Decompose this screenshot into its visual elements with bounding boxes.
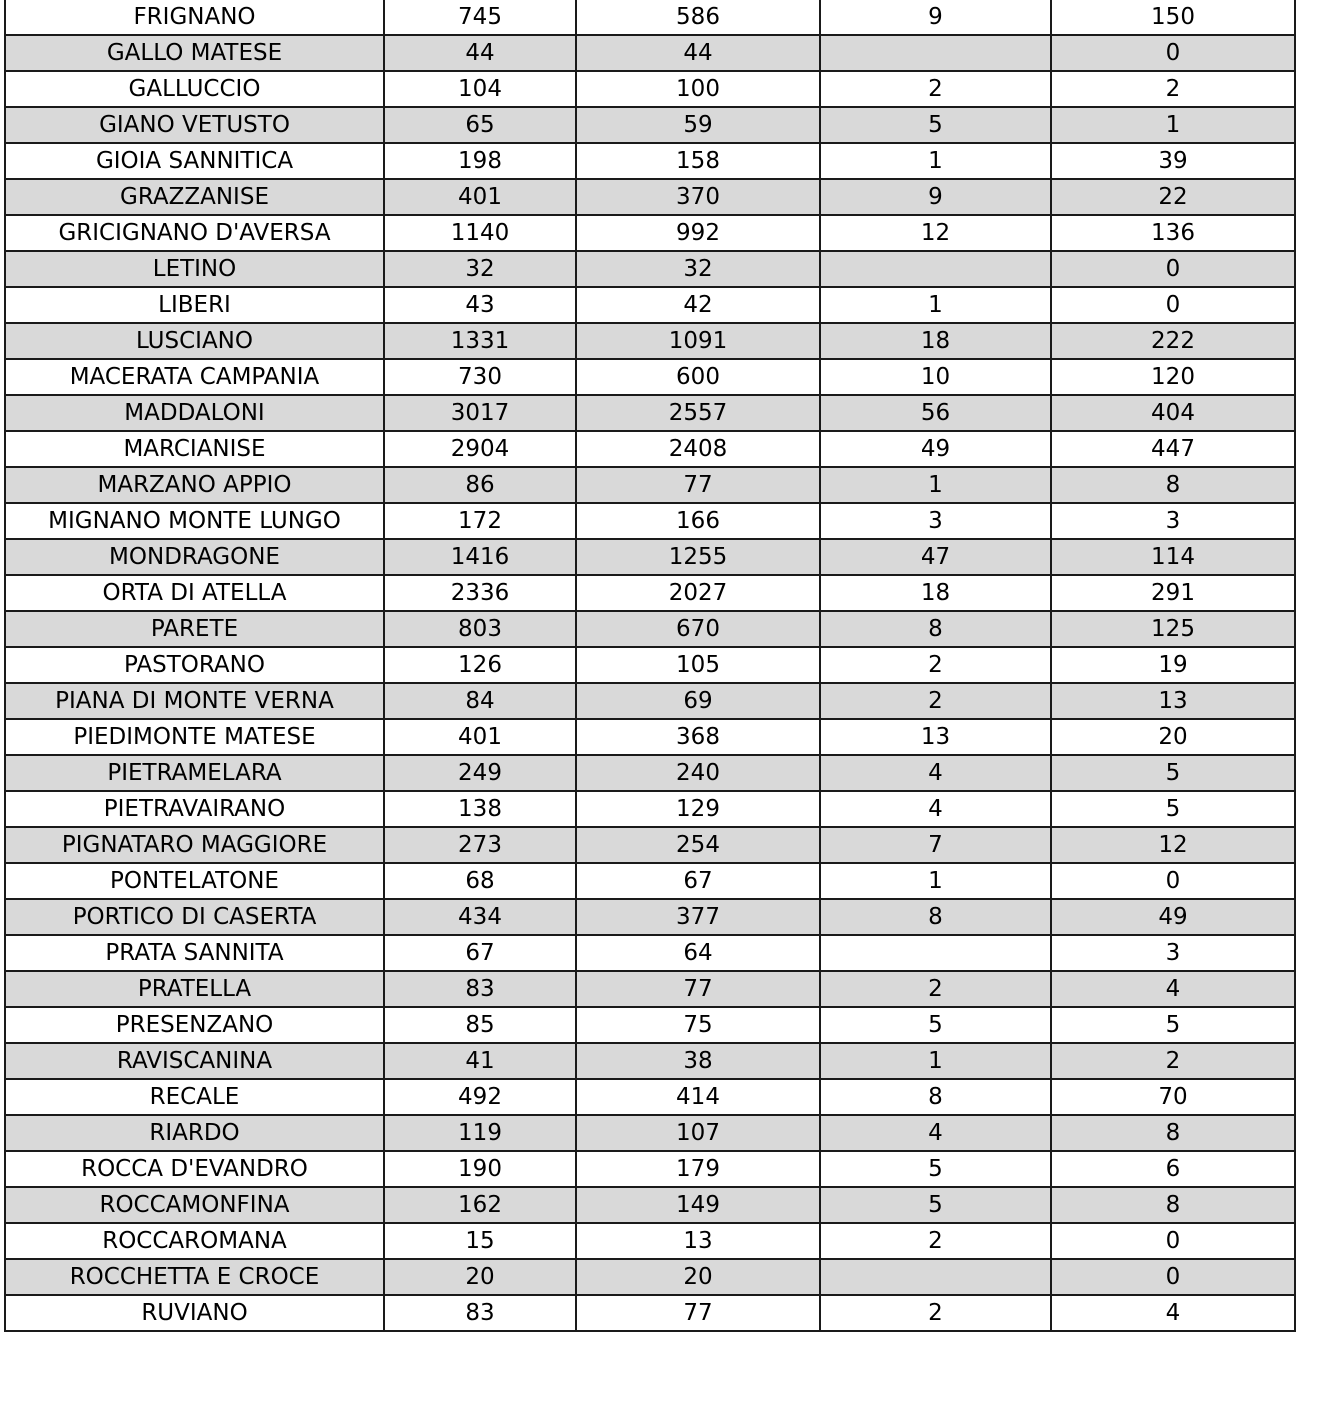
value-cell-3: 1 xyxy=(820,863,1051,899)
value-cell-2: 77 xyxy=(576,467,820,503)
value-cell-2: 179 xyxy=(576,1151,820,1187)
value-cell-3: 2 xyxy=(820,71,1051,107)
table-row xyxy=(5,215,1295,251)
value-cell-3 xyxy=(820,251,1051,287)
municipality-cell: LETINO xyxy=(5,251,384,287)
value-cell-4: 291 xyxy=(1051,575,1295,611)
value-cell-2: 414 xyxy=(576,1079,820,1115)
table-row xyxy=(5,1151,1295,1187)
value-cell-4: 4 xyxy=(1051,971,1295,1007)
value-cell-1: 3017 xyxy=(384,395,576,431)
value-cell-1: 126 xyxy=(384,647,576,683)
municipality-cell: PIEDIMONTE MATESE xyxy=(5,719,384,755)
value-cell-2: 75 xyxy=(576,1007,820,1043)
value-cell-1: 41 xyxy=(384,1043,576,1079)
value-cell-2: 77 xyxy=(576,1295,820,1331)
municipality-cell: GALLUCCIO xyxy=(5,71,384,107)
municipality-cell: PRESENZANO xyxy=(5,1007,384,1043)
value-cell-2: 2557 xyxy=(576,395,820,431)
table-row xyxy=(5,359,1295,395)
value-cell-1: 138 xyxy=(384,791,576,827)
table-row xyxy=(5,467,1295,503)
municipality-cell: GIANO VETUSTO xyxy=(5,107,384,143)
value-cell-2: 38 xyxy=(576,1043,820,1079)
value-cell-3: 47 xyxy=(820,539,1051,575)
value-cell-2: 2027 xyxy=(576,575,820,611)
value-cell-4: 0 xyxy=(1051,251,1295,287)
value-cell-2: 149 xyxy=(576,1187,820,1223)
municipality-cell: ROCCHETTA E CROCE xyxy=(5,1259,384,1295)
value-cell-4: 49 xyxy=(1051,899,1295,935)
municipality-cell: RECALE xyxy=(5,1079,384,1115)
value-cell-3: 9 xyxy=(820,179,1051,215)
municipality-cell: MIGNANO MONTE LUNGO xyxy=(5,503,384,539)
municipality-cell: LIBERI xyxy=(5,287,384,323)
value-cell-1: 273 xyxy=(384,827,576,863)
value-cell-1: 401 xyxy=(384,719,576,755)
municipality-cell: GRAZZANISE xyxy=(5,179,384,215)
value-cell-1: 83 xyxy=(384,1295,576,1331)
value-cell-2: 69 xyxy=(576,683,820,719)
value-cell-3: 18 xyxy=(820,575,1051,611)
municipality-cell: PASTORANO xyxy=(5,647,384,683)
value-cell-2: 107 xyxy=(576,1115,820,1151)
value-cell-1: 492 xyxy=(384,1079,576,1115)
value-cell-2: 100 xyxy=(576,71,820,107)
value-cell-4: 13 xyxy=(1051,683,1295,719)
value-cell-1: 190 xyxy=(384,1151,576,1187)
municipality-cell: RUVIANO xyxy=(5,1295,384,1331)
municipality-cell: LUSCIANO xyxy=(5,323,384,359)
value-cell-2: 59 xyxy=(576,107,820,143)
table-row xyxy=(5,719,1295,755)
value-cell-1: 44 xyxy=(384,35,576,71)
value-cell-4: 8 xyxy=(1051,1187,1295,1223)
value-cell-3: 4 xyxy=(820,1115,1051,1151)
table-row xyxy=(5,395,1295,431)
value-cell-3: 2 xyxy=(820,647,1051,683)
value-cell-2: 1091 xyxy=(576,323,820,359)
municipality-cell: PRATA SANNITA xyxy=(5,935,384,971)
value-cell-3: 8 xyxy=(820,1079,1051,1115)
table-row xyxy=(5,0,1295,35)
table-row xyxy=(5,287,1295,323)
value-cell-1: 803 xyxy=(384,611,576,647)
value-cell-4: 136 xyxy=(1051,215,1295,251)
municipality-cell: RAVISCANINA xyxy=(5,1043,384,1079)
value-cell-3: 5 xyxy=(820,1151,1051,1187)
value-cell-4: 70 xyxy=(1051,1079,1295,1115)
municipality-cell: FRIGNANO xyxy=(5,0,384,35)
municipality-cell: ORTA DI ATELLA xyxy=(5,575,384,611)
municipality-cell: PARETE xyxy=(5,611,384,647)
municipality-cell: MONDRAGONE xyxy=(5,539,384,575)
value-cell-4: 3 xyxy=(1051,935,1295,971)
municipality-cell: PIGNATARO MAGGIORE xyxy=(5,827,384,863)
value-cell-4: 1 xyxy=(1051,107,1295,143)
municipality-cell: PONTELATONE xyxy=(5,863,384,899)
value-cell-1: 198 xyxy=(384,143,576,179)
value-cell-4: 2 xyxy=(1051,1043,1295,1079)
table-row xyxy=(5,863,1295,899)
value-cell-2: 77 xyxy=(576,971,820,1007)
value-cell-1: 32 xyxy=(384,251,576,287)
value-cell-4: 0 xyxy=(1051,35,1295,71)
value-cell-1: 401 xyxy=(384,179,576,215)
table-row xyxy=(5,179,1295,215)
value-cell-4: 5 xyxy=(1051,755,1295,791)
municipality-cell: RIARDO xyxy=(5,1115,384,1151)
value-cell-2: 105 xyxy=(576,647,820,683)
table-row xyxy=(5,647,1295,683)
value-cell-4: 447 xyxy=(1051,431,1295,467)
value-cell-4: 2 xyxy=(1051,71,1295,107)
table-row xyxy=(5,1115,1295,1151)
municipality-cell: ROCCAROMANA xyxy=(5,1223,384,1259)
municipality-cell: ROCCA D'EVANDRO xyxy=(5,1151,384,1187)
value-cell-4: 150 xyxy=(1051,0,1295,35)
value-cell-4: 8 xyxy=(1051,467,1295,503)
municipality-cell: ROCCAMONFINA xyxy=(5,1187,384,1223)
value-cell-3: 13 xyxy=(820,719,1051,755)
value-cell-3: 7 xyxy=(820,827,1051,863)
value-cell-1: 15 xyxy=(384,1223,576,1259)
value-cell-2: 586 xyxy=(576,0,820,35)
data-table xyxy=(4,0,1296,1332)
table-row xyxy=(5,431,1295,467)
value-cell-4: 0 xyxy=(1051,287,1295,323)
value-cell-1: 68 xyxy=(384,863,576,899)
table-row xyxy=(5,827,1295,863)
value-cell-4: 8 xyxy=(1051,1115,1295,1151)
value-cell-3: 2 xyxy=(820,1223,1051,1259)
table-row xyxy=(5,35,1295,71)
value-cell-1: 162 xyxy=(384,1187,576,1223)
value-cell-1: 434 xyxy=(384,899,576,935)
value-cell-2: 20 xyxy=(576,1259,820,1295)
table-row xyxy=(5,323,1295,359)
value-cell-3: 10 xyxy=(820,359,1051,395)
municipality-cell: MARZANO APPIO xyxy=(5,467,384,503)
value-cell-1: 67 xyxy=(384,935,576,971)
value-cell-2: 368 xyxy=(576,719,820,755)
table-row xyxy=(5,1043,1295,1079)
municipality-cell: PIETRAVAIRANO xyxy=(5,791,384,827)
value-cell-3: 49 xyxy=(820,431,1051,467)
table-row xyxy=(5,107,1295,143)
value-cell-4: 0 xyxy=(1051,1259,1295,1295)
value-cell-4: 404 xyxy=(1051,395,1295,431)
value-cell-3 xyxy=(820,35,1051,71)
value-cell-3: 9 xyxy=(820,0,1051,35)
value-cell-4: 125 xyxy=(1051,611,1295,647)
value-cell-1: 84 xyxy=(384,683,576,719)
value-cell-2: 158 xyxy=(576,143,820,179)
table-row xyxy=(5,1187,1295,1223)
value-cell-3: 3 xyxy=(820,503,1051,539)
table-row xyxy=(5,611,1295,647)
table-row xyxy=(5,575,1295,611)
value-cell-2: 2408 xyxy=(576,431,820,467)
table-row xyxy=(5,251,1295,287)
table-row xyxy=(5,935,1295,971)
value-cell-2: 377 xyxy=(576,899,820,935)
table-row xyxy=(5,971,1295,1007)
value-cell-2: 670 xyxy=(576,611,820,647)
municipality-cell: PORTICO DI CASERTA xyxy=(5,899,384,935)
value-cell-2: 64 xyxy=(576,935,820,971)
table-row xyxy=(5,1079,1295,1115)
value-cell-2: 32 xyxy=(576,251,820,287)
value-cell-2: 42 xyxy=(576,287,820,323)
value-cell-1: 119 xyxy=(384,1115,576,1151)
value-cell-3: 8 xyxy=(820,611,1051,647)
value-cell-1: 1331 xyxy=(384,323,576,359)
municipality-cell: MACERATA CAMPANIA xyxy=(5,359,384,395)
value-cell-1: 20 xyxy=(384,1259,576,1295)
table-row xyxy=(5,1223,1295,1259)
value-cell-3: 5 xyxy=(820,1187,1051,1223)
table-row xyxy=(5,683,1295,719)
value-cell-2: 129 xyxy=(576,791,820,827)
value-cell-1: 745 xyxy=(384,0,576,35)
value-cell-3: 1 xyxy=(820,467,1051,503)
table-row xyxy=(5,539,1295,575)
value-cell-2: 992 xyxy=(576,215,820,251)
table-row xyxy=(5,71,1295,107)
table-row xyxy=(5,503,1295,539)
municipality-cell: PRATELLA xyxy=(5,971,384,1007)
value-cell-2: 166 xyxy=(576,503,820,539)
value-cell-1: 83 xyxy=(384,971,576,1007)
value-cell-2: 240 xyxy=(576,755,820,791)
value-cell-4: 0 xyxy=(1051,863,1295,899)
value-cell-4: 12 xyxy=(1051,827,1295,863)
value-cell-3: 8 xyxy=(820,899,1051,935)
table-row xyxy=(5,791,1295,827)
table-row xyxy=(5,1295,1295,1331)
value-cell-4: 22 xyxy=(1051,179,1295,215)
value-cell-3: 18 xyxy=(820,323,1051,359)
value-cell-3: 1 xyxy=(820,143,1051,179)
value-cell-1: 43 xyxy=(384,287,576,323)
value-cell-1: 730 xyxy=(384,359,576,395)
value-cell-1: 2336 xyxy=(384,575,576,611)
table-row xyxy=(5,899,1295,935)
value-cell-4: 5 xyxy=(1051,1007,1295,1043)
value-cell-4: 120 xyxy=(1051,359,1295,395)
value-cell-3: 5 xyxy=(820,1007,1051,1043)
value-cell-3: 2 xyxy=(820,971,1051,1007)
value-cell-2: 13 xyxy=(576,1223,820,1259)
value-cell-4: 6 xyxy=(1051,1151,1295,1187)
value-cell-3 xyxy=(820,935,1051,971)
value-cell-2: 1255 xyxy=(576,539,820,575)
table-row xyxy=(5,1007,1295,1043)
value-cell-1: 2904 xyxy=(384,431,576,467)
value-cell-1: 1416 xyxy=(384,539,576,575)
municipality-cell: MADDALONI xyxy=(5,395,384,431)
value-cell-1: 249 xyxy=(384,755,576,791)
value-cell-3: 1 xyxy=(820,287,1051,323)
table-body xyxy=(5,0,1295,1331)
value-cell-3: 2 xyxy=(820,1295,1051,1331)
value-cell-3: 12 xyxy=(820,215,1051,251)
municipality-cell: GALLO MATESE xyxy=(5,35,384,71)
value-cell-4: 4 xyxy=(1051,1295,1295,1331)
municipality-cell: PIETRAMELARA xyxy=(5,755,384,791)
table-row xyxy=(5,1259,1295,1295)
value-cell-3 xyxy=(820,1259,1051,1295)
value-cell-1: 86 xyxy=(384,467,576,503)
value-cell-3: 1 xyxy=(820,1043,1051,1079)
value-cell-1: 85 xyxy=(384,1007,576,1043)
value-cell-4: 20 xyxy=(1051,719,1295,755)
value-cell-1: 104 xyxy=(384,71,576,107)
value-cell-3: 5 xyxy=(820,107,1051,143)
table-row xyxy=(5,143,1295,179)
value-cell-3: 56 xyxy=(820,395,1051,431)
municipality-cell: GRICIGNANO D'AVERSA xyxy=(5,215,384,251)
value-cell-4: 19 xyxy=(1051,647,1295,683)
value-cell-4: 3 xyxy=(1051,503,1295,539)
value-cell-4: 39 xyxy=(1051,143,1295,179)
value-cell-1: 1140 xyxy=(384,215,576,251)
value-cell-4: 0 xyxy=(1051,1223,1295,1259)
municipality-cell: MARCIANISE xyxy=(5,431,384,467)
value-cell-2: 44 xyxy=(576,35,820,71)
value-cell-4: 5 xyxy=(1051,791,1295,827)
municipality-cell: GIOIA SANNITICA xyxy=(5,143,384,179)
value-cell-2: 254 xyxy=(576,827,820,863)
value-cell-2: 370 xyxy=(576,179,820,215)
table-row xyxy=(5,755,1295,791)
value-cell-2: 600 xyxy=(576,359,820,395)
municipality-cell: PIANA DI MONTE VERNA xyxy=(5,683,384,719)
value-cell-3: 2 xyxy=(820,683,1051,719)
value-cell-4: 114 xyxy=(1051,539,1295,575)
value-cell-4: 222 xyxy=(1051,323,1295,359)
value-cell-1: 65 xyxy=(384,107,576,143)
value-cell-3: 4 xyxy=(820,791,1051,827)
value-cell-3: 4 xyxy=(820,755,1051,791)
value-cell-1: 172 xyxy=(384,503,576,539)
value-cell-2: 67 xyxy=(576,863,820,899)
